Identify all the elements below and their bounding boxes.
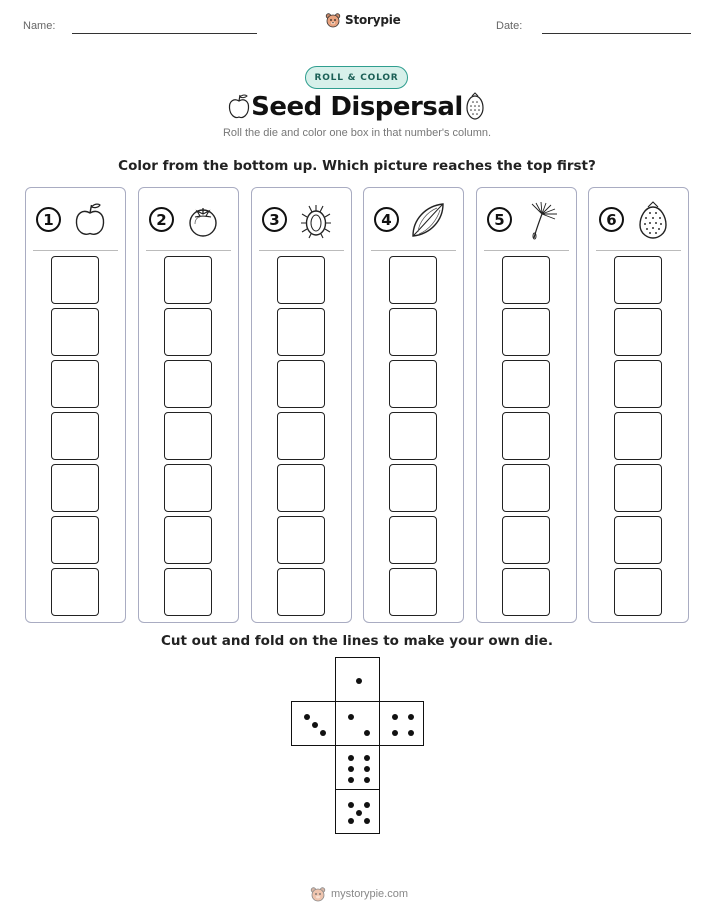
- subtitle: Roll the die and color one box in that number's column.: [222, 127, 492, 139]
- column-number: 4: [374, 207, 399, 232]
- color-box[interactable]: [51, 516, 99, 564]
- column-2: [138, 187, 239, 623]
- die-pip: [356, 678, 362, 684]
- color-box[interactable]: [51, 308, 99, 356]
- color-box[interactable]: [51, 412, 99, 460]
- apple-icon: [71, 200, 109, 240]
- color-box[interactable]: [164, 308, 212, 356]
- column-divider: [259, 250, 344, 251]
- column-1: [25, 187, 126, 623]
- color-box[interactable]: [614, 516, 662, 564]
- color-box[interactable]: [614, 256, 662, 304]
- name-line[interactable]: [72, 33, 257, 34]
- color-box[interactable]: [277, 412, 325, 460]
- footer: [310, 886, 408, 902]
- color-box[interactable]: [164, 568, 212, 616]
- tomato-icon: [184, 200, 222, 240]
- color-box[interactable]: [502, 516, 550, 564]
- die-pip: [364, 766, 370, 772]
- color-box[interactable]: [51, 256, 99, 304]
- date-label: Date:: [496, 20, 523, 32]
- color-box[interactable]: [502, 412, 550, 460]
- date-line[interactable]: [542, 33, 691, 34]
- die-pip: [348, 818, 354, 824]
- color-box[interactable]: [164, 464, 212, 512]
- color-box[interactable]: [277, 464, 325, 512]
- color-box[interactable]: [164, 516, 212, 564]
- die-pip: [364, 730, 370, 736]
- die-pip: [408, 714, 414, 720]
- color-box[interactable]: [614, 412, 662, 460]
- color-box[interactable]: [389, 308, 437, 356]
- column-5: [476, 187, 577, 623]
- bear-icon: [310, 886, 326, 902]
- strawberry-title-icon: [462, 91, 488, 121]
- die-pip: [348, 802, 354, 808]
- chestnut-burr-icon: [297, 200, 335, 240]
- column-number: 5: [487, 207, 512, 232]
- column-divider: [33, 250, 118, 251]
- die-pip: [304, 714, 310, 720]
- die-pip: [348, 777, 354, 783]
- strawberry-icon: [634, 200, 672, 240]
- color-box[interactable]: [389, 412, 437, 460]
- brand-logo: [325, 12, 401, 28]
- die-pip: [364, 777, 370, 783]
- color-box[interactable]: [614, 464, 662, 512]
- die-face-3: [291, 701, 336, 746]
- color-box[interactable]: [502, 308, 550, 356]
- column-number: 1: [36, 207, 61, 232]
- column-number: 6: [599, 207, 624, 232]
- column-4: [363, 187, 464, 623]
- seed-pod-icon: [409, 200, 447, 240]
- name-label: Name:: [23, 20, 56, 32]
- dandelion-seed-icon: [522, 200, 560, 240]
- die-pip: [356, 810, 362, 816]
- die-pip: [320, 730, 326, 736]
- die-face-6: [335, 745, 380, 790]
- color-box[interactable]: [277, 360, 325, 408]
- die-pip: [348, 766, 354, 772]
- column-divider: [596, 250, 681, 251]
- apple-title-icon: [226, 92, 252, 122]
- color-box[interactable]: [502, 568, 550, 616]
- instruction: Color from the bottom up. Which picture reaches the top first?: [118, 158, 596, 174]
- color-box[interactable]: [389, 464, 437, 512]
- die-pip: [392, 730, 398, 736]
- column-divider: [146, 250, 231, 251]
- color-box[interactable]: [389, 516, 437, 564]
- color-box[interactable]: [164, 360, 212, 408]
- color-box[interactable]: [164, 256, 212, 304]
- color-box[interactable]: [277, 308, 325, 356]
- brand-name: Storypie: [345, 13, 401, 27]
- color-box[interactable]: [164, 412, 212, 460]
- color-box[interactable]: [389, 568, 437, 616]
- die-pip: [348, 755, 354, 761]
- die-pip: [364, 755, 370, 761]
- bear-icon: [325, 12, 341, 28]
- color-box[interactable]: [614, 308, 662, 356]
- die-pip: [348, 714, 354, 720]
- color-box[interactable]: [277, 568, 325, 616]
- color-box[interactable]: [502, 360, 550, 408]
- die-face-4: [379, 701, 424, 746]
- column-6: [588, 187, 689, 623]
- column-number: 2: [149, 207, 174, 232]
- color-box[interactable]: [502, 464, 550, 512]
- die-pip: [364, 818, 370, 824]
- color-box[interactable]: [51, 464, 99, 512]
- color-box[interactable]: [389, 360, 437, 408]
- color-box[interactable]: [277, 256, 325, 304]
- die-pip: [312, 722, 318, 728]
- color-box[interactable]: [614, 568, 662, 616]
- color-box[interactable]: [277, 516, 325, 564]
- die-face-5: [335, 789, 380, 834]
- color-box[interactable]: [614, 360, 662, 408]
- die-face-1: [335, 657, 380, 702]
- page-title: Seed Dispersal: [251, 92, 463, 122]
- color-box[interactable]: [51, 568, 99, 616]
- die-pip: [392, 714, 398, 720]
- roll-color-badge: ROLL & COLOR: [305, 66, 408, 89]
- color-box[interactable]: [389, 256, 437, 304]
- column-3: [251, 187, 352, 623]
- footer-url[interactable]: mystorypie.com: [331, 888, 409, 900]
- die-pip: [408, 730, 414, 736]
- die-pip: [364, 802, 370, 808]
- color-box[interactable]: [51, 360, 99, 408]
- color-box[interactable]: [502, 256, 550, 304]
- column-divider: [484, 250, 569, 251]
- column-divider: [371, 250, 456, 251]
- cut-instruction: Cut out and fold on the lines to make your own die.: [161, 633, 553, 649]
- column-number: 3: [262, 207, 287, 232]
- die-face-2: [335, 701, 380, 746]
